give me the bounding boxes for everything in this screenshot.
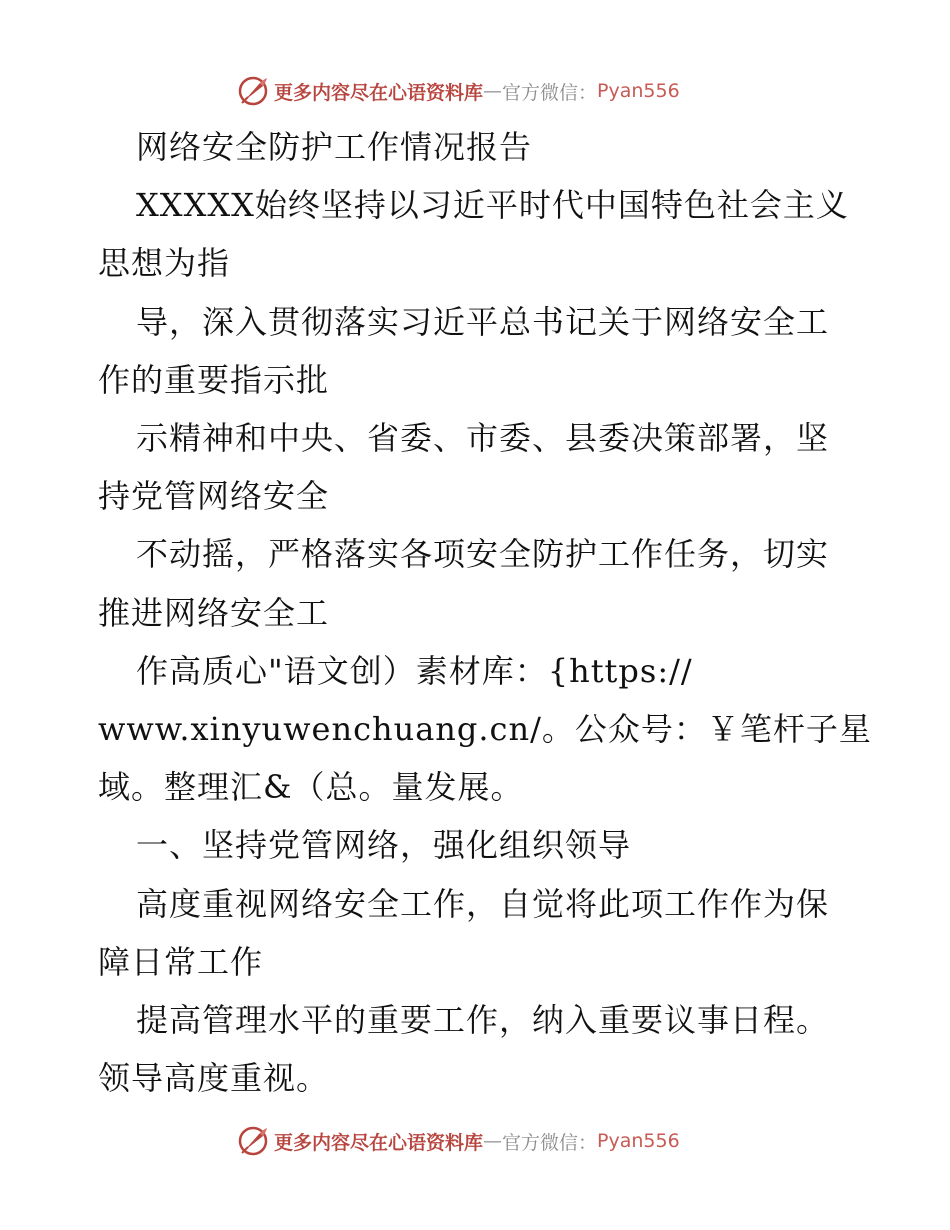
watermark-dash: —	[483, 1130, 503, 1152]
watermark-label: 更多内容尽在心语资料库	[274, 81, 484, 104]
watermark-wechat-id: Pyan556	[597, 1130, 680, 1152]
paragraph-line: 推进网络安全工	[98, 593, 330, 632]
watermark-footer	[236, 1124, 680, 1158]
paragraph-line: 提高管理水平的重要工作，纳入重要议事日程。	[136, 1001, 830, 1040]
paragraph-line: www.xinyuwenchuang.cn/。公众号：￥笔杆子星	[98, 710, 872, 749]
watermark-label: 更多内容尽在心语资料库	[274, 1131, 484, 1154]
paragraph-line: 障日常工作	[98, 942, 264, 981]
paragraph-line: 思想为指	[98, 244, 231, 283]
paragraph-line: 不动摇，严格落实各项安全防护工作任务，切实	[136, 535, 830, 574]
paragraph-line: 持党管网络安全	[98, 477, 330, 516]
paragraph-line: 示精神和中央、省委、市委、县委决策部署，坚	[136, 419, 830, 458]
watermark-official-label: 官方微信：	[502, 81, 598, 104]
paragraph-line: 领导高度重视。	[98, 1059, 330, 1098]
watermark-official-label: 官方微信：	[502, 1131, 598, 1154]
paragraph-line: 作高质心"语文创）素材库：{https://	[136, 651, 693, 690]
watermark-wechat-id: Pyan556	[597, 80, 680, 102]
paragraph-line: 高度重视网络安全工作，自觉将此项工作作为保	[136, 884, 830, 923]
quill-pen-logo-icon	[236, 74, 270, 108]
paragraph-line: XXXXX始终坚持以习近平时代中国特色社会主义	[136, 186, 849, 225]
watermark-dash: —	[483, 80, 503, 102]
paragraph-line: 导，深入贯彻落实习近平总书记关于网络安全工	[136, 302, 830, 341]
quill-pen-logo-icon	[236, 1124, 270, 1158]
document-body	[98, 118, 872, 1107]
paragraph-line: 域。整理汇&（总。量发展。	[98, 768, 524, 807]
document-title: 网络安全防护工作情况报告	[136, 128, 533, 166]
paragraph-line: 作的重要指示批	[98, 360, 330, 399]
watermark-header	[236, 74, 680, 108]
section-heading: 一、坚持党管网络，强化组织领导	[136, 826, 632, 865]
